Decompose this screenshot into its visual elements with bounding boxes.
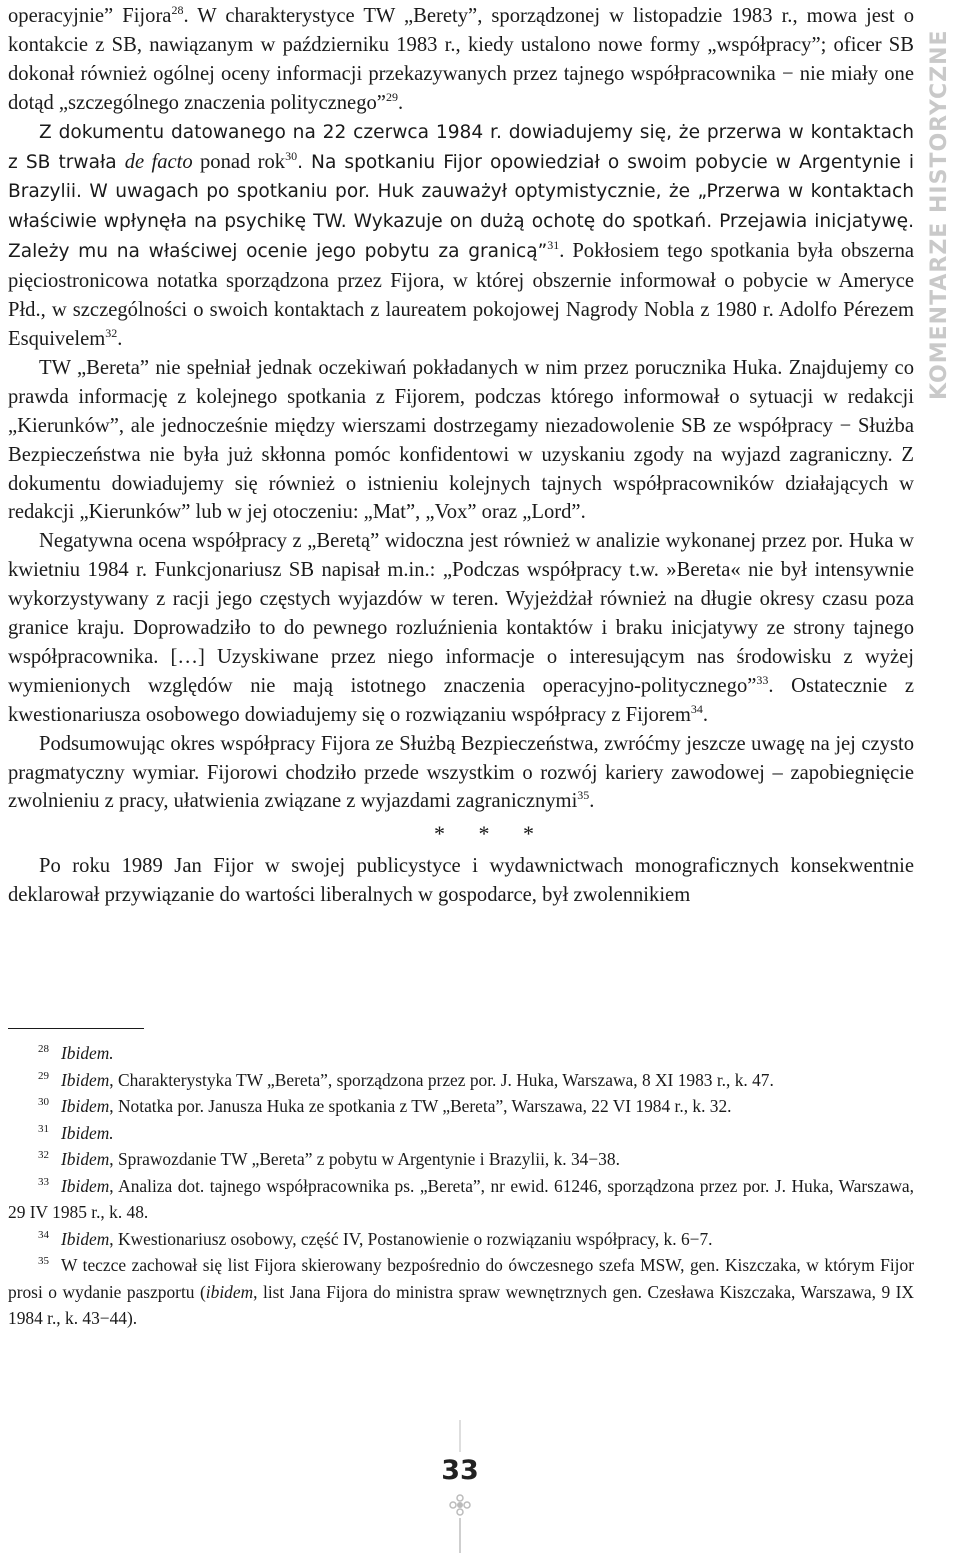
footnote-text: W teczce zachował się list Fijora skierowany bezpośrednio do ówczesnego szefa MSW, gen. Kiszczaka, w którym Fijor prosi o wydanie paszportu ( [8,1255,914,1302]
text-segment: TW „Bereta” nie spełniał jednak oczekiwań pokładanych w nim przez porucznika Huka. Znajdujemy co prawda informację z kolejnego spotkania z Fijorem, podczas którego informował o sytuacji w redakcji „Kierunków”, ale jednocześnie między wierszami dostrzegamy niezadowolenie SB ze współpracy − Służba Bezpieczeństwa nie była już skłonna pomóc konfidentowi w uzyskaniu zgody na wyjazd zagraniczny. Z dokumentu dowiadujemy się również o istnieniu kolejnych tajnych współpracowników działających w redakcji „Kierunków” lub w jej otoczeniu: „Mat”, „Vox” oraz „Lord”. [8,356,914,524]
paragraph-1 [8,2,914,354]
page-number-line-top [459,1420,461,1452]
footnotes [8,1040,914,1332]
footnote-italic: Ibidem [61,1175,110,1196]
footnote-34 [8,1226,914,1253]
page-number-line-bottom [459,1518,461,1553]
footnote-ref[interactable]: 33 [756,672,769,687]
footnote-ref[interactable]: 28 [171,3,184,17]
text-segment: Po roku 1989 Jan Fijor w swojej publicystyce i wydawnictwach monograficznych konsekwentnie deklarował przywiązanie do wartości liberalnych w gospodarce, był zwolennikiem [8,855,914,907]
text-segment: . [117,327,123,350]
footnote-italic: Ibidem [61,1096,110,1116]
footnote-text: , Analiza dot. tajnego współpracownika ps. „Bereta”, nr ewid. 61246, sporządzona przez por. J. Huka, Warszawa, 29 IV 1985 r., k. 48. [8,1175,914,1222]
footnote-italic: Ibidem. [61,1122,114,1143]
text-italic: de facto [124,150,193,173]
footnote-32 [8,1146,914,1173]
footnote-text: , Sprawozdanie TW „Bereta” z pobytu w Argentynie i Brazylii, k. 34−38. [109,1149,620,1169]
text-segment: . [702,703,709,726]
text-segment: Z dokumentu datowanego na 22 czerwca 1984 r. dowiadujemy się, że przerwa w kontaktach z SB trwała [8,121,914,173]
paragraph-4 [8,730,914,817]
footnote-ref[interactable]: 30 [285,148,298,163]
footnote-ref[interactable]: 29 [385,89,398,104]
footnote-text: , Notatka por. Janusza Huka ze spotkania z TW „Bereta”, Warszawa, 22 VI 1984 r., k. 32. [109,1096,732,1116]
text-segment: . Ostatecznie z kwestionariusza osobowego dowiadujemy się o rozwiązaniu współpracy z Fijorem [8,674,914,726]
page-number: 33 [441,1455,479,1486]
paragraph-3 [8,527,914,729]
flower-ornament-icon [448,1493,472,1517]
footnote-italic: Ibidem [61,1149,110,1169]
footnote-divider [8,1028,144,1029]
text-segment: operacyjnie” Fijora [8,5,172,27]
footnote-text: , Kwestionariusz osobowy, część IV, Postanowienie o rozwiązaniu współpracy, k. 6−7. [109,1228,713,1249]
text-segment: . Pokłosiem tego spotkania była obszerna pięciostronicowa notatka sporządzona przez Fijora, w której obszernie informował o pobycie w Ameryce Płd., w szczególności o swoich kontaktach z laureatem pokojowej Nagrody Nobla z 1980 r. Adolfo Pérezem Esquivelem [8,240,915,350]
footnote-number: 33 [38,1175,49,1188]
footnote-number: 34 [38,1228,49,1241]
text-segment: Podsumowując okres współpracy Fijora ze Służbą Bezpieczeństwa, zwróćmy jeszcze uwagę na jej czysto pragmatyczny wymiar. Fijorowi chodziło przede wszystkim o rozwój kariery zawodowej – zapobiegnięcie zwolnieniu z pracy, ułatwienia związane z wyjazdami zagranicznymi [8,732,914,813]
footnote-italic: Ibidem. [61,1043,114,1063]
footnote-text: , list Jana Fijora do ministra spraw wewnętrznych gen. Czesława Kiszczaka, Warszawa, 9 IX 1984 r., k. 43−44). [8,1281,914,1328]
footnote-ref[interactable]: 34 [690,701,703,716]
section-separator: * * * [434,821,548,847]
footnote-number: 28 [38,1043,49,1055]
footnote-italic: Ibidem [61,1228,110,1249]
footnote-35 [8,1252,914,1332]
footnote-number: 35 [38,1255,49,1267]
text-segment: . [397,91,404,114]
footnote-29 [8,1067,914,1094]
footnote-text: , Charakterystyka TW „Bereta”, sporządzona przez por. J. Huka, Warszawa, 8 XI 1983 r., k. 47. [109,1069,774,1090]
footnote-31 [8,1120,914,1147]
text-segment: Negatywna ocena współpracy z „Beretą” widoczna jest również w analizie wykonanej przez por. Huka w kwietniu 1984 r. Funkcjonariusz SB napisał m.in.: „Podczas współpracy t.w. »Bereta« nie był intensywnie wykorzystywany z racji jego częstych wyjazdów w teren. Wyjeżdżał również na długie okresy czasu poza granice kraju. Doprowadziło to do pewnego rozluźnienia kontaktów i braku inicjatywy ze strony tajnego współpracownika. […] Uzyskiwane przez niego informacje o interesującym nas środowisku z wyżej wymienionych względów nie mają istotnego znaczenia operacyjno-politycznego” [8,530,914,697]
text-segment: . W charakterystyce TW „Berety”, sporządzonej w listopadzie 1983 r., mowa jest o kontakcie z SB, nawiązanym w październiku 1983 r., kiedy ustalono nowe formy „współpracy”; oficer SB dokonał również ogólnej oceny informacji przekazywanych przez tajnego współpracownika − nie miały one dotąd „szczególnego znaczenia politycznego” [8,5,915,114]
footnote-number: 29 [38,1069,49,1082]
footnote-number: 32 [38,1149,49,1161]
footnote-ref[interactable]: 31 [547,238,560,253]
paragraph-2 [8,354,914,527]
footnote-italic: ibidem [205,1281,254,1302]
footnote-30 [8,1093,914,1120]
main-text [8,2,914,910]
footnote-ref[interactable]: 35 [577,788,590,803]
footnote-italic: Ibidem [61,1069,110,1090]
paragraph-5 [8,852,914,910]
footnote-33 [8,1173,914,1226]
text-segment: . [589,790,595,813]
footnote-number: 31 [38,1122,49,1135]
footnote-number: 30 [38,1096,49,1108]
footnote-28 [8,1040,914,1067]
text-segment: . Na spotkaniu Fijor opowiedział o swoim pobycie w Argentynie i Brazylii. W uwagach po spotkaniu por. Huk zauważył optymistycznie, że „Przerwa w kontaktach właściwie wpłynęła na psychikę TW. Wykazuje on dużą ochotę do spotkań. Przejawia inicjatywę. Zależy mu na właściwej ocenie jego pobytu za granicą” [8,151,915,263]
running-title: KOMENTARZE HISTORYCZNE [927,29,952,400]
footnote-ref[interactable]: 32 [105,325,118,340]
text-segment: ponad rok [192,150,286,173]
